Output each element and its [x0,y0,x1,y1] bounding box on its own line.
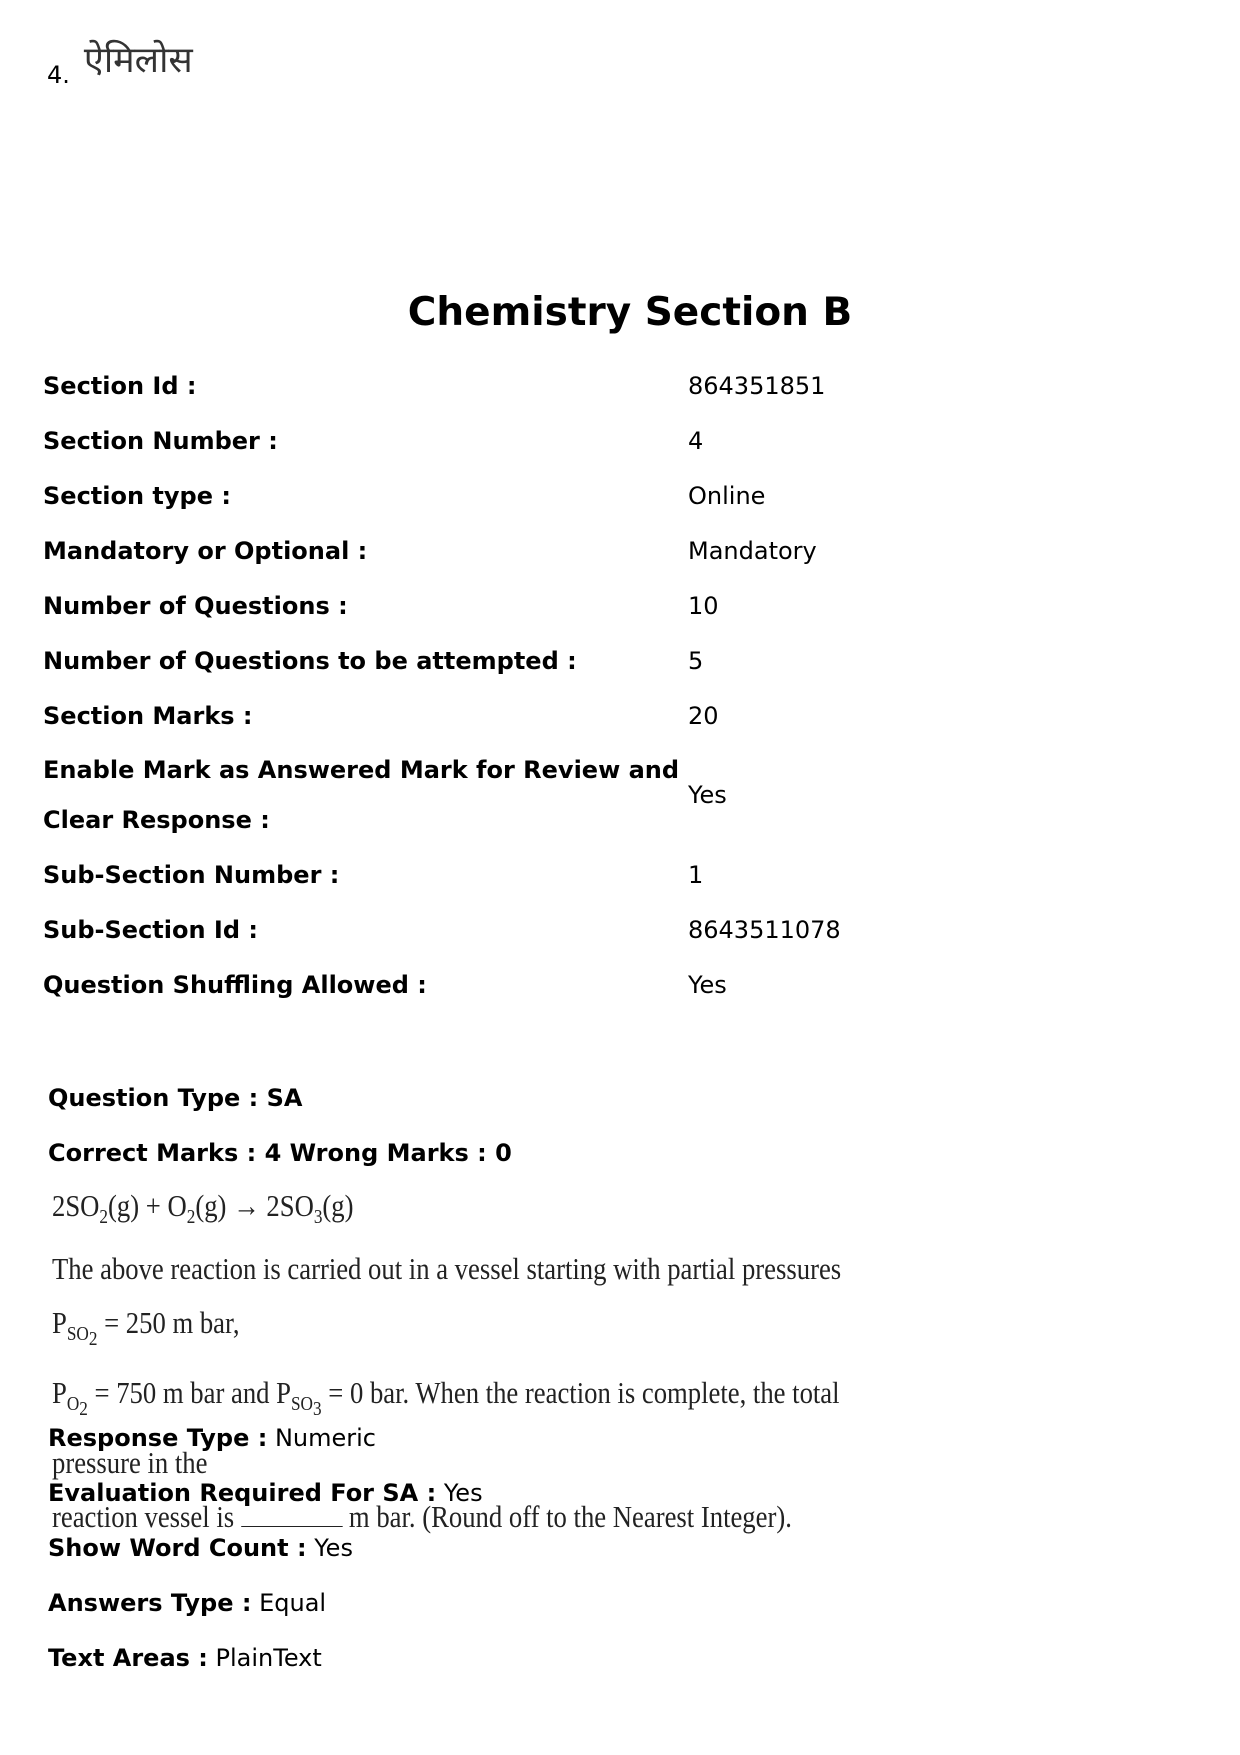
info-value: 10 [688,591,719,620]
info-value: 8643511078 [688,915,841,944]
question-meta [48,1418,1048,1693]
info-label: Sub-Section Id : [43,915,258,944]
section-title: Chemistry Section B [407,290,853,335]
reaction-equation: $2SO_2(g) + O_2(g) \to 2SO_3(g)$ [52,1188,354,1229]
answers-type: Answers Type : Equal [48,1589,327,1617]
info-label: Enable Mark as Answered Mark for Review and Clear Response : [43,756,680,834]
info-row-mandatory [43,523,1043,578]
info-row-number-of-questions [43,578,1043,633]
info-row-section-marks [43,688,1043,743]
show-word-count: Show Word Count : Yes [48,1534,353,1562]
info-value: 864351851 [688,371,826,400]
info-value: Online [688,481,766,510]
info-value: Mandatory [688,536,817,565]
info-value: 5 [688,646,704,675]
info-label: Mandatory or Optional : [43,536,368,565]
response-type: Response Type : Numeric [48,1424,376,1452]
question-text: The above reaction is carried out in a vessel starting with partial pressures $P_{SO_2} = 250$ m bar, $P_{O_2} = 750$ m bar and $P_{SO_3} = 0$ bar. When the reaction is complete, the total pressure in the reaction vessel is m bar. (Round off to the Nearest Integer). [52,1251,842,1535]
info-value: 20 [688,701,719,730]
question-type: Question Type : SA [48,1084,303,1112]
info-row-sub-section-id [43,902,1043,957]
info-value: Yes [688,970,727,999]
section-info-table [43,358,1043,1012]
info-label: Section type : [43,481,231,510]
info-label: Sub-Section Number : [43,860,340,889]
info-row-section-id [43,358,1043,413]
info-label: Section Marks : [43,701,253,730]
info-row-section-number [43,413,1043,468]
text-areas: Text Areas : PlainText [48,1644,322,1672]
info-value: Yes [688,781,727,809]
evaluation-required: Evaluation Required For SA : Yes [48,1479,483,1507]
info-label: Question Shuffling Allowed : [43,970,427,999]
info-value: 4 [688,426,704,455]
info-label: Section Id : [43,371,197,400]
info-row-enable-mark [43,743,1043,847]
info-label: Section Number : [43,426,278,455]
info-row-section-type [43,468,1043,523]
info-row-sub-section-number [43,847,1043,902]
info-row-questions-to-attempt [43,633,1043,688]
info-label: Number of Questions : [43,591,348,620]
option-text: ऐमिलोस [83,40,193,81]
question-marks: Correct Marks : 4 Wrong Marks : 0 [48,1139,512,1167]
info-value: 1 [688,860,704,889]
option-number: 4. [47,61,70,89]
info-row-question-shuffling [43,957,1043,1012]
answer-option-4 [47,40,193,89]
info-label: Number of Questions to be attempted : [43,646,577,675]
question-header [48,1078,1048,1188]
